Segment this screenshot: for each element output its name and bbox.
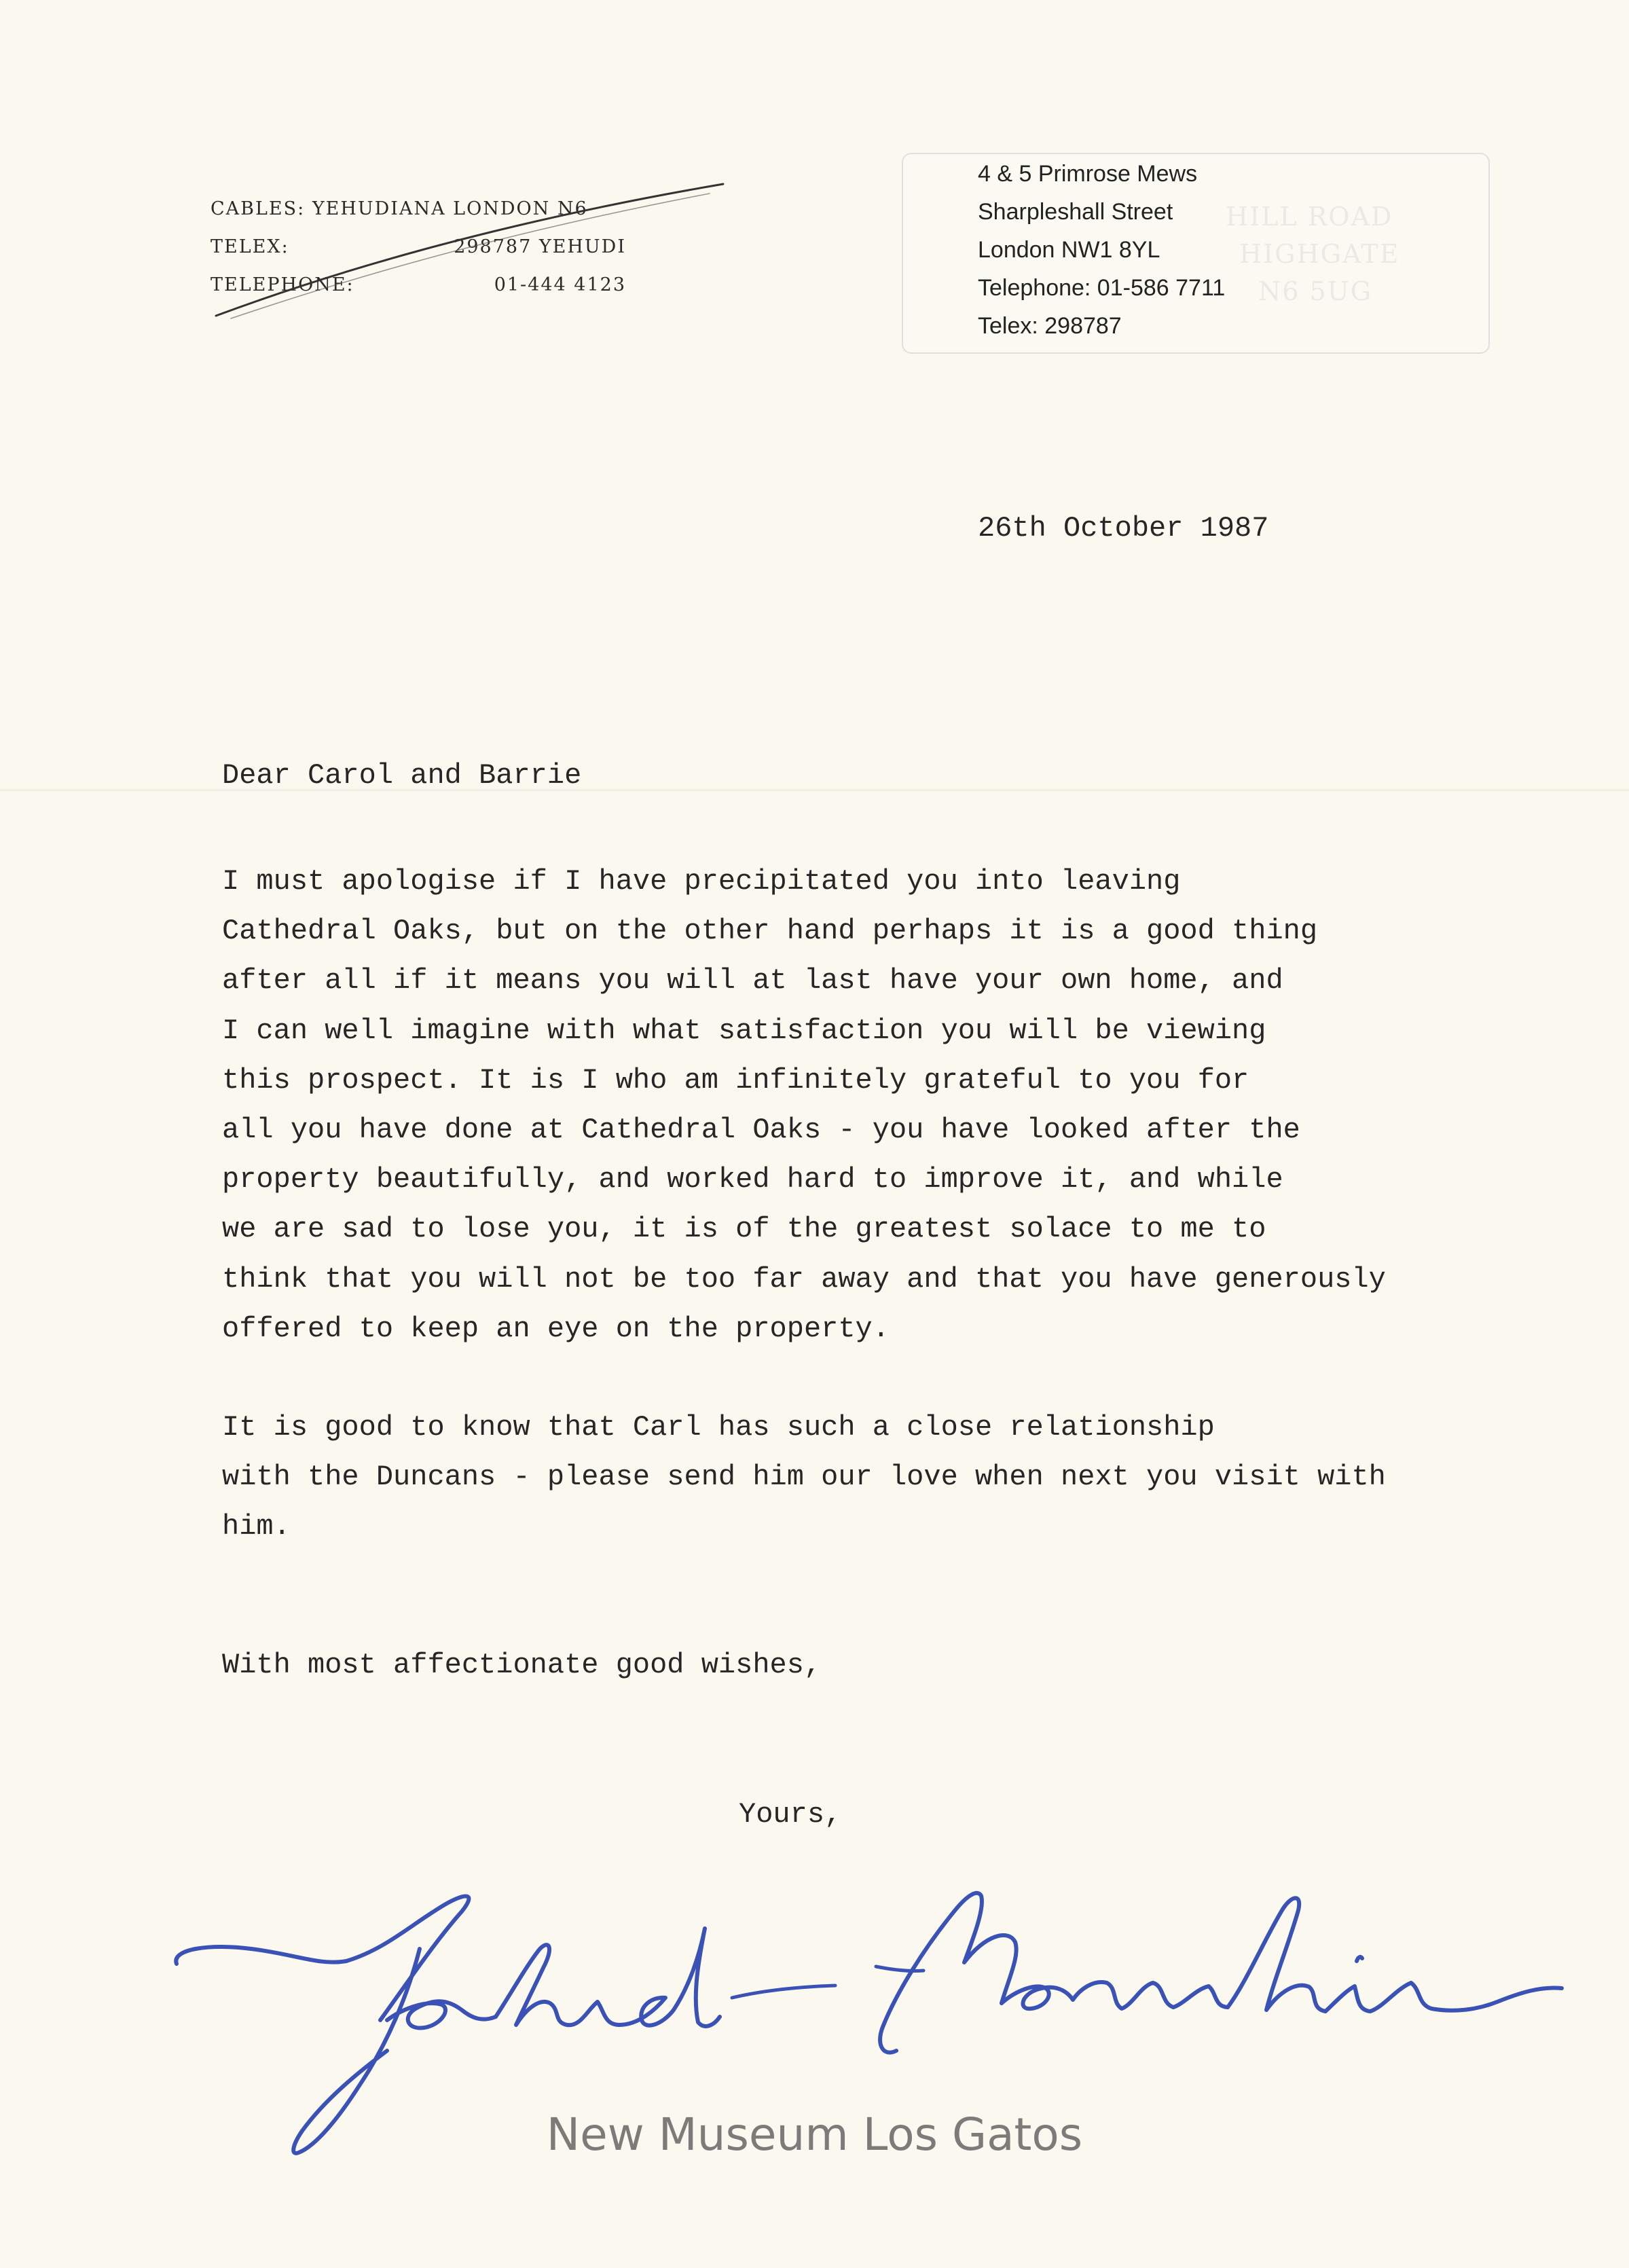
telex-label: TELEX: bbox=[211, 236, 289, 257]
body-line: think that you will not be too far away and that you have generously bbox=[222, 1262, 1386, 1296]
address-line: 4 & 5 Primrose Mews bbox=[978, 161, 1198, 187]
sign-off: Yours, bbox=[739, 1798, 842, 1831]
telephone-value: 01-444 4123 bbox=[494, 274, 626, 295]
paragraph-1 bbox=[222, 857, 1386, 1354]
old-address-line3: N6 5UG bbox=[1258, 276, 1373, 306]
old-address-line2: HIGHGATE bbox=[1239, 239, 1400, 269]
body-line: we are sad to lose you, it is of the greatest solace to me to bbox=[222, 1213, 1266, 1246]
body-line: property beautifully, and worked hard to improve it, and while bbox=[222, 1163, 1283, 1196]
body-line: offered to keep an eye on the property. bbox=[222, 1312, 890, 1345]
telephone-label: TELEPHONE: bbox=[211, 274, 354, 295]
cables-label: CABLES: YEHUDIANA LONDON N6 bbox=[211, 198, 588, 219]
address-line: London NW1 8YL bbox=[978, 237, 1160, 263]
paragraph-2 bbox=[222, 1403, 1386, 1552]
watermark-text: New Museum Los Gatos bbox=[546, 2108, 1083, 2161]
sender-address bbox=[978, 155, 1225, 345]
telex-value: 298787 YEHUDI bbox=[454, 236, 626, 257]
strike-through-mark bbox=[204, 173, 733, 323]
body-line: this prospect. It is I who am infinitely grateful to you for bbox=[222, 1063, 1249, 1097]
salutation: Dear Carol and Barrie bbox=[222, 759, 582, 792]
closing-line: With most affectionate good wishes, bbox=[222, 1649, 822, 1681]
body-line: all you have done at Cathedral Oaks - you have looked after the bbox=[222, 1114, 1300, 1147]
address-telephone: Telephone: 01-586 7711 bbox=[978, 275, 1226, 301]
letter-date: 26th October 1987 bbox=[978, 512, 1269, 545]
body-line: I must apologise if I have precipitated you into leaving bbox=[222, 865, 1181, 898]
body-line: It is good to know that Carl has such a close relationship bbox=[222, 1411, 1215, 1444]
body-line: him. bbox=[222, 1510, 291, 1543]
body-line: Cathedral Oaks, but on the other hand perhaps it is a good thing bbox=[222, 915, 1318, 948]
address-telex: Telex: 298787 bbox=[978, 313, 1122, 339]
body-line: after all if it means you will at last have your own home, and bbox=[222, 964, 1283, 998]
address-line: Sharpleshall Street bbox=[978, 199, 1173, 225]
body-line: with the Duncans - please send him our love when next you visit with bbox=[222, 1461, 1386, 1494]
old-address-line1: HILL ROAD bbox=[1226, 202, 1393, 232]
body-line: I can well imagine with what satisfaction you will be viewing bbox=[222, 1014, 1266, 1047]
